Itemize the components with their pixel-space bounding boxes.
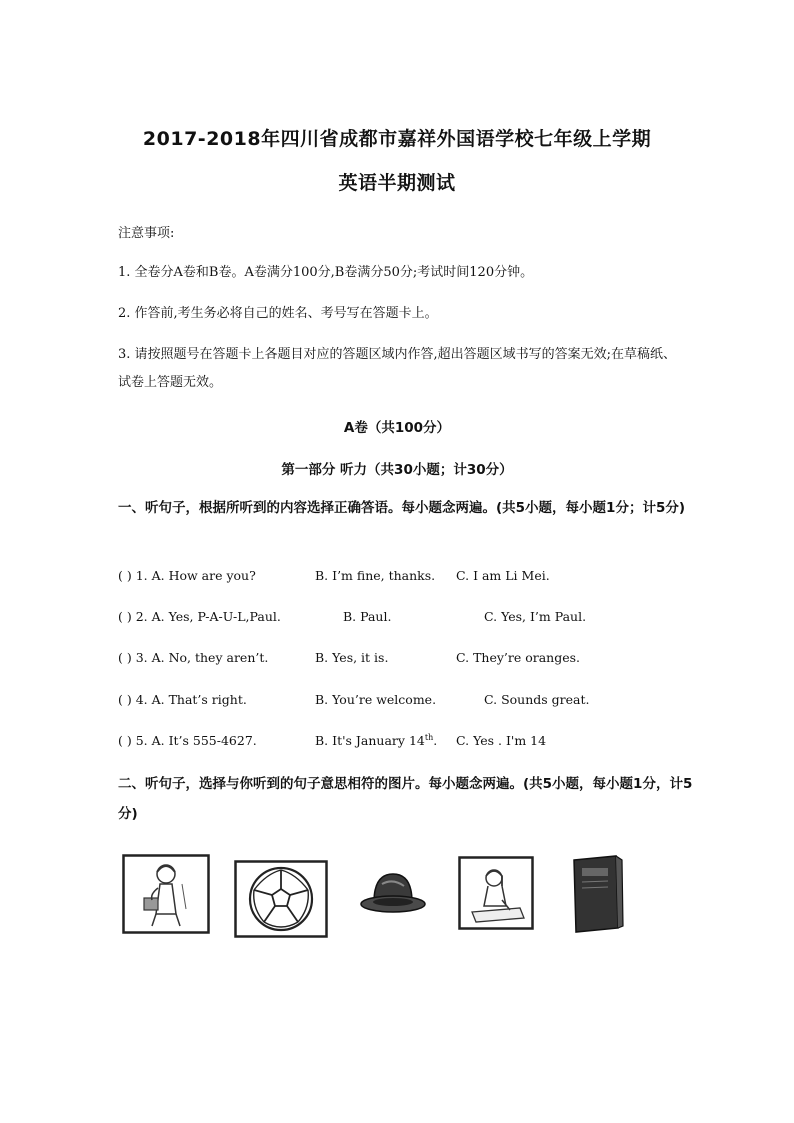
question-option-c: C. Yes, I’m Paul. bbox=[484, 609, 587, 624]
girl-on-phone-picture bbox=[122, 854, 210, 934]
question-option-b: B. You’re welcome. bbox=[315, 692, 437, 707]
question-option-a: ( ) 1. A. How are you? bbox=[118, 568, 256, 583]
girl-writing-picture bbox=[458, 856, 534, 930]
question-row bbox=[118, 733, 718, 755]
ordinal-suffix: th bbox=[424, 733, 434, 742]
question-option-b: B. Yes, it is. bbox=[315, 650, 389, 665]
note-item: 2. 作答前,考生务必将自己的姓名、考号写在答题卡上。 bbox=[118, 306, 438, 321]
part-heading: 第一部分 听力（共30小题；计30分） bbox=[281, 462, 513, 478]
question-option-c: C. Sounds great. bbox=[484, 692, 590, 707]
question-row bbox=[118, 609, 718, 631]
question-option-c: C. Yes . I'm 14 bbox=[456, 733, 547, 748]
note-item: 3. 请按照题号在答题卡上各题目对应的答题区域内作答,超出答题区域书写的答案无效;在草稿纸、试卷上答题无效。 bbox=[118, 347, 677, 390]
notes-heading: 注意事项: bbox=[118, 226, 175, 241]
question-option-a: ( ) 2. A. Yes, P-A-U-L,Paul. bbox=[118, 609, 281, 624]
question-row bbox=[118, 650, 718, 672]
note-item: 1. 全卷分A卷和B卷。A卷满分100分,B卷满分50分;考试时间120分钟。 bbox=[118, 265, 534, 280]
question-row bbox=[118, 568, 718, 590]
section-heading: 一、听句子，根据所听到的内容选择正确答语。每小题念两遍。(共5小题，每小题1分；计5分) bbox=[118, 500, 686, 516]
question-option-c: C. I am Li Mei. bbox=[456, 568, 550, 583]
question-row bbox=[118, 692, 718, 714]
exam-subtitle: 英语半期测试 bbox=[338, 172, 456, 194]
exam-title: 2017-2018年四川省成都市嘉祥外国语学校七年级上学期 bbox=[142, 128, 652, 150]
soccer-ball-picture bbox=[234, 860, 328, 938]
question-option-b: B. I’m fine, thanks. bbox=[315, 568, 436, 583]
book-picture bbox=[568, 852, 628, 934]
picture-strip bbox=[118, 850, 668, 940]
option-b-end: . bbox=[433, 733, 438, 749]
question-option-b bbox=[315, 733, 437, 748]
option-b-text: B. It's January 14 bbox=[315, 733, 425, 749]
question-option-b: B. Paul. bbox=[343, 609, 392, 624]
section-heading: 二、听句子，选择与你听到的句子意思相符的图片。每小题念两遍。(共5小题，每小题1分，计5分) bbox=[118, 776, 693, 822]
question-option-c: C. They’re oranges. bbox=[456, 650, 581, 665]
question-option-a: ( ) 5. A. It’s 555-4627. bbox=[118, 733, 257, 748]
question-option-a: ( ) 3. A. No, they aren’t. bbox=[118, 650, 269, 665]
volume-heading: A卷（共100分） bbox=[343, 420, 451, 436]
hat-picture bbox=[358, 864, 428, 924]
question-option-a: ( ) 4. A. That’s right. bbox=[118, 692, 247, 707]
